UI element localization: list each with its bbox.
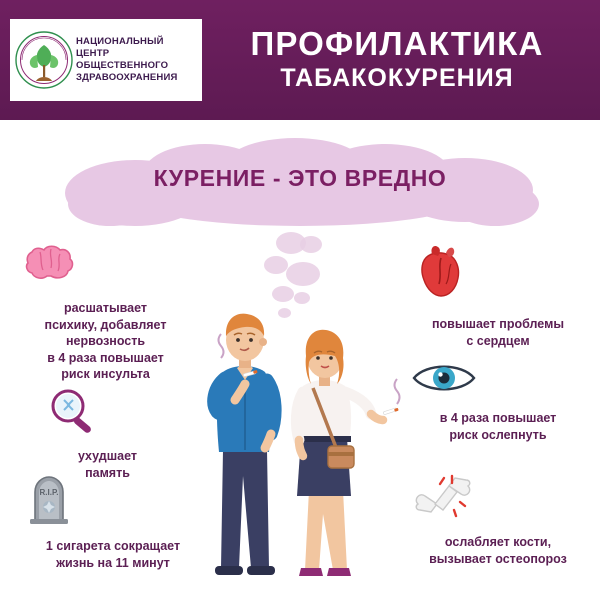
- fact-bones-caption: [408, 534, 588, 567]
- caption-line: риск инсульта: [61, 367, 150, 381]
- fact-brain-caption: [18, 300, 193, 383]
- fact-brain: [18, 238, 193, 383]
- caption-line: с сердцем: [466, 333, 530, 348]
- logo-line-1: НАЦИОНАЛЬНЫЙ ЦЕНТР: [76, 35, 164, 59]
- logo-line-3: ЗДРАВООХРАНЕНИЯ: [76, 72, 178, 84]
- caption-line: память: [85, 465, 130, 480]
- caption-line: ухудшает: [77, 449, 138, 463]
- fact-eye-caption: [408, 410, 588, 443]
- eye-icon: [408, 358, 588, 403]
- heart-icon: [408, 240, 588, 309]
- smoke-puff-icon: [300, 236, 322, 253]
- fact-bones: [408, 470, 588, 567]
- banner-text: КУРЕНИЕ - ЭТО ВРЕДНО: [153, 165, 447, 191]
- caption-line: риск ослепнуть: [449, 427, 547, 442]
- man-figure: [214, 314, 275, 575]
- caption-line: 1 сигарета сокращает: [45, 539, 181, 553]
- caption-line: нервозность: [65, 334, 146, 348]
- caption-line: расшатывает: [63, 301, 148, 315]
- footer-strip: [0, 594, 600, 600]
- logo-line-2: ОБЩЕСТВЕННОГО: [76, 60, 169, 71]
- fact-life-expectancy: [18, 470, 208, 571]
- poster-header: [0, 0, 600, 120]
- caption-line: вызывает остеопороз: [429, 551, 567, 566]
- page-title: ПРОФИЛАКТИКА: [250, 25, 544, 63]
- fact-memory: [40, 386, 175, 481]
- page-subtitle: ТАБАКОКУРЕНИЯ: [280, 63, 514, 92]
- caption-line: психику, добавляет: [44, 317, 167, 332]
- woman-figure: [296, 330, 399, 576]
- tombstone-icon: [18, 470, 208, 531]
- fact-life-caption: [18, 538, 208, 571]
- tombstone-label: R.I.P.: [39, 488, 59, 497]
- caption-line: в 4 раза повышает: [439, 411, 557, 425]
- fact-heart: [408, 240, 588, 349]
- tree-emblem-icon: [14, 27, 74, 93]
- smoke-puff-icon: [264, 256, 288, 274]
- smoke-squiggle: [395, 379, 400, 404]
- organization-name: [76, 36, 198, 85]
- header-title-group: [202, 27, 600, 92]
- caption-line: повышает проблемы: [431, 317, 564, 331]
- handbag: [328, 446, 354, 468]
- smoking-couple-illustration: [185, 300, 415, 590]
- organization-logo: [10, 19, 202, 101]
- caption-line: в 4 раза повышает: [47, 350, 164, 365]
- smoke-puff-icon: [286, 262, 320, 286]
- caption-line: ослабляет кости,: [444, 535, 552, 549]
- fact-eye: [408, 358, 588, 443]
- broken-bone-icon: [408, 470, 588, 527]
- smoke-squiggle: [219, 334, 224, 358]
- brain-icon: [18, 238, 193, 293]
- fact-heart-caption: [408, 316, 588, 349]
- magnifier-icon: [40, 386, 175, 441]
- caption-line: жизнь на 11 минут: [56, 555, 170, 570]
